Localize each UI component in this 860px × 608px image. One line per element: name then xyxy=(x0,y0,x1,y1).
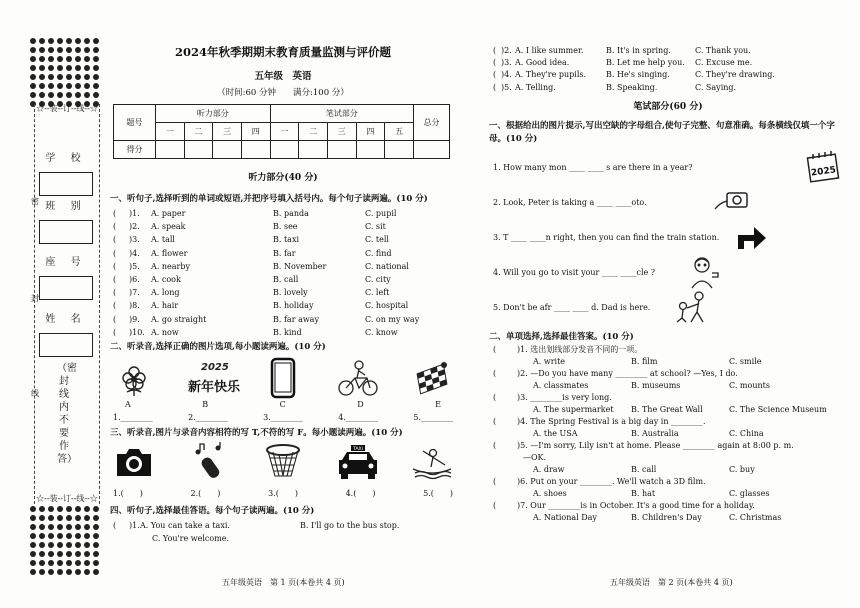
answer-paren[interactable]: ( xyxy=(113,209,117,219)
option-a: A. cook xyxy=(151,275,181,285)
basketball-hoop-icon xyxy=(262,442,304,482)
option-a: A. They're pupils. xyxy=(515,70,587,80)
seat-field[interactable] xyxy=(37,253,95,300)
option-letter: A xyxy=(125,399,131,409)
dot-pattern-top xyxy=(30,38,104,110)
left-page xyxy=(110,44,453,545)
choice-option: C. China xyxy=(729,429,764,439)
question-number: )4. xyxy=(129,248,140,258)
binding-line-label-top: ☆--装--订--线--☆ xyxy=(36,104,98,113)
s4-question-1 xyxy=(113,519,453,532)
fill-question-text: 1. How many mon ____ ____ s are there in a year? xyxy=(493,162,693,172)
option-c: C. know xyxy=(365,327,398,337)
option-c: C. left xyxy=(365,288,390,298)
written-section-2-title: 二、单项选择,选择最佳答案。(10 分) xyxy=(489,331,634,342)
score-table-header-listening: 听力部分 xyxy=(156,105,271,123)
option-c: C. pupil xyxy=(365,209,397,219)
written-section-1-title: 一、根据给出的图片提示,写出空缺的字母组合,使句子完整、句意准确。每条横线仅填一个字母。(10 分) xyxy=(489,120,835,144)
multiple-choice-question xyxy=(493,440,843,476)
option-b: B. November xyxy=(273,261,327,271)
section-1-list xyxy=(113,207,453,339)
option-letter: C xyxy=(279,399,286,409)
section-4-continued-list xyxy=(493,44,843,94)
score-col: 二 xyxy=(184,123,213,141)
answer-paren[interactable]: ( xyxy=(493,441,497,451)
answer-paren[interactable]: ( xyxy=(493,477,497,487)
name-field[interactable] xyxy=(37,310,95,357)
question-number: )8. xyxy=(129,301,140,311)
option-a: A. now xyxy=(151,327,179,337)
option-a: A. nearby xyxy=(151,261,190,271)
listening-response-question xyxy=(493,56,843,68)
score-table-header-total: 总分 xyxy=(414,105,450,141)
listening-question xyxy=(113,233,453,246)
answer-paren[interactable]: ( xyxy=(113,261,117,271)
option-a: A. You can take a taxi. xyxy=(140,520,230,530)
answer-paren[interactable]: ( xyxy=(493,369,497,379)
score-col: 五 xyxy=(385,123,414,141)
question-number: )6. xyxy=(129,275,140,285)
question-stem: )1. 选出划线部分发音不同的一项。 xyxy=(517,345,643,355)
choice-option: B. museums xyxy=(631,381,681,391)
score-cell[interactable] xyxy=(241,141,270,159)
written-section-2-list xyxy=(493,344,843,524)
listening-header: 听力部分(40 分) xyxy=(248,173,318,183)
answer-paren[interactable]: ( xyxy=(113,275,117,285)
answer-blank[interactable]: 4.________ xyxy=(338,412,378,422)
exam-title: 2024年秋季期期末教育质量监测与评价题 xyxy=(174,45,391,59)
score-table-header-written: 笔试部分 xyxy=(270,105,413,123)
choice-option: B. The Great Wall xyxy=(631,405,703,415)
option-c: C. find xyxy=(365,248,392,258)
question-stem: )6. Put on your ________. We'll watch a 3D film. xyxy=(517,477,706,487)
option-b: B. taxi xyxy=(273,235,300,245)
option-letter: D xyxy=(357,399,364,409)
school-input-box[interactable] xyxy=(39,172,93,196)
option-b: B. panda xyxy=(273,209,309,219)
choice-option: B. call xyxy=(631,465,657,475)
rowing-boat-icon xyxy=(411,442,453,482)
answer-paren[interactable]: ( xyxy=(113,248,117,258)
choice-option: A. write xyxy=(533,357,566,367)
right-page xyxy=(489,44,843,524)
score-cell[interactable] xyxy=(327,141,356,159)
multiple-choice-question xyxy=(493,416,843,440)
option-a: A. Good idea. xyxy=(515,58,570,68)
taxi-sign-text: TAXI xyxy=(352,446,363,452)
option-a: A. tall xyxy=(151,235,175,245)
section-2-letters xyxy=(113,400,453,409)
answer-paren[interactable]: ( xyxy=(113,301,117,311)
section-2-images xyxy=(113,356,453,400)
score-cell[interactable] xyxy=(385,141,414,159)
question-number: )2. xyxy=(501,45,512,55)
multiple-choice-question xyxy=(493,476,843,500)
section-3-answer-blanks[interactable] xyxy=(113,488,453,499)
binding-strip xyxy=(0,0,108,608)
singer-music-icon xyxy=(188,442,230,482)
choice-option: A. draw xyxy=(533,465,565,475)
listening-question xyxy=(113,207,453,220)
section-3-images xyxy=(113,440,453,484)
svg-text:2025: 2025 xyxy=(200,361,229,373)
uncle-icon xyxy=(685,255,725,289)
seat-input-box[interactable] xyxy=(39,276,93,300)
score-cell[interactable] xyxy=(299,141,328,159)
option-b: B. Let me help you. xyxy=(606,58,685,68)
listening-response-question xyxy=(493,69,843,81)
multiple-choice-question xyxy=(493,368,843,392)
tf-blank[interactable]: 3.( ) xyxy=(268,488,298,498)
question-stem-continued: —OK. xyxy=(523,453,547,463)
school-label: 学 校 xyxy=(45,153,87,164)
option-a: A. speak xyxy=(151,222,186,232)
answer-paren[interactable]: ( xyxy=(113,327,117,337)
option-a: A. long xyxy=(151,288,180,298)
option-a: A. flower xyxy=(151,248,188,258)
question-number: )1. xyxy=(129,520,140,530)
written-section-1-list xyxy=(493,150,843,325)
answer-paren[interactable]: ( xyxy=(113,222,117,232)
choice-option: A. shoes xyxy=(533,489,567,499)
listening-question xyxy=(113,220,453,233)
question-number: )10. xyxy=(129,327,145,337)
option-c: C. Thank you. xyxy=(695,45,751,55)
score-col: 三 xyxy=(327,123,356,141)
choice-option: A. National Day xyxy=(533,513,597,523)
option-letter: E xyxy=(435,399,441,409)
seat-label: 座 号 xyxy=(45,257,87,268)
answer-paren[interactable]: ( xyxy=(113,314,117,324)
option-b: B. see xyxy=(273,222,298,232)
score-cell[interactable] xyxy=(156,141,185,159)
question-number: )5. xyxy=(129,261,140,271)
grade-subject: 五年级 英语 xyxy=(254,71,312,82)
score-col: 一 xyxy=(270,123,299,141)
class-input-box[interactable] xyxy=(39,220,93,244)
option-a: A. Telling. xyxy=(515,82,556,92)
option-a: A. paper xyxy=(151,209,186,219)
choice-option: A. The supermarket xyxy=(533,405,614,415)
option-b: B. He's singing. xyxy=(606,70,670,80)
choice-option: C. buy xyxy=(729,465,755,475)
choice-option: C. smile xyxy=(729,357,762,367)
choice-option: C. glasses xyxy=(729,489,770,499)
listening-question xyxy=(113,326,453,339)
name-label: 姓 名 xyxy=(45,314,87,325)
question-number: )2. xyxy=(129,222,140,232)
option-b: B. far away xyxy=(273,314,319,324)
fill-question-text: 4. Will you go to visit your ____ ____cle ? xyxy=(493,267,656,277)
school-field[interactable] xyxy=(37,149,95,196)
answer-paren[interactable]: ( xyxy=(493,417,497,427)
choice-option: B. Children's Day xyxy=(631,513,702,523)
option-c: C. Excuse me. xyxy=(695,58,753,68)
score-col: 四 xyxy=(241,123,270,141)
choice-option: A. the USA xyxy=(533,429,578,439)
score-col: 二 xyxy=(299,123,328,141)
seal-word-3: 线 xyxy=(31,389,39,398)
choice-option: B. Australia xyxy=(631,429,679,439)
option-c: C. sit xyxy=(365,222,386,232)
dot-pattern-bottom xyxy=(30,506,104,578)
flower-icon xyxy=(113,358,155,398)
section-2-title: 二、听录音,选择正确的图片选项,每小题读两遍。(10 分) xyxy=(110,341,326,352)
option-c: C. Saying. xyxy=(695,82,737,92)
answer-paren[interactable]: ( xyxy=(493,345,497,355)
fill-question-2 xyxy=(493,185,843,220)
option-b: B. I'll go to the bus stop. xyxy=(300,520,400,530)
option-c: C. They're drawing. xyxy=(695,70,775,80)
option-b: B. It's in spring. xyxy=(606,45,671,55)
right-arrow-icon xyxy=(731,220,771,254)
option-c: C. on my way xyxy=(365,314,420,324)
question-number: )4. xyxy=(501,70,512,80)
choice-option: B. hat xyxy=(631,489,656,499)
chess-board-icon xyxy=(411,358,453,398)
svg-text:新年快乐: 新年快乐 xyxy=(187,379,240,395)
taxi-icon xyxy=(337,442,379,482)
answer-paren[interactable]: ( xyxy=(113,288,117,298)
listening-question xyxy=(113,260,453,273)
listening-question xyxy=(113,299,453,312)
new-year-calligraphy-icon xyxy=(187,358,240,398)
score-col: 三 xyxy=(213,123,242,141)
option-b: B. holiday xyxy=(273,301,314,311)
tf-blank[interactable]: 4.( ) xyxy=(345,488,376,498)
fill-question-1 xyxy=(493,150,843,185)
page-1-footer: 五年级英语 第 1 页(本卷共 4 页) xyxy=(222,578,345,587)
time-score-info: （时间:60 分钟 满分:100 分） xyxy=(217,88,349,98)
smartphone-icon xyxy=(262,358,304,398)
class-field[interactable] xyxy=(37,197,95,244)
option-a: A. go straight xyxy=(151,314,207,324)
choice-option: B. film xyxy=(631,357,658,367)
answer-blank[interactable]: 5.________ xyxy=(413,412,453,422)
question-stem: )7. Our ________is in October. It's a good time for a holiday. xyxy=(517,501,755,511)
score-cell[interactable] xyxy=(356,141,385,159)
written-header: 笔试部分(60 分) xyxy=(633,101,703,112)
class-label: 班 别 xyxy=(45,201,87,212)
listening-response-question xyxy=(493,81,843,93)
answer-blank[interactable]: 2.________ xyxy=(188,412,228,422)
option-b: B. Speaking. xyxy=(606,82,658,92)
fill-question-text: 5. Don't be afr ____ ____ d. Dad is here. xyxy=(493,302,651,312)
answer-paren[interactable]: ( xyxy=(493,82,497,92)
listening-question xyxy=(113,313,453,326)
answer-blank[interactable]: 1.________ xyxy=(113,412,153,422)
multiple-choice-question xyxy=(493,500,843,524)
father-child-icon xyxy=(673,290,713,324)
option-c: C. tell xyxy=(365,235,389,245)
binding-dashed-line-left xyxy=(34,104,35,504)
score-cell[interactable] xyxy=(213,141,242,159)
score-cell[interactable] xyxy=(184,141,213,159)
question-number: )3. xyxy=(129,235,140,245)
score-col: 四 xyxy=(356,123,385,141)
question-stem: )5. —I'm sorry, Lily isn't at home. Please ________ again at 8:00 p. m. xyxy=(517,441,794,451)
fill-question-3 xyxy=(493,220,843,255)
answer-paren[interactable]: ( xyxy=(113,235,117,245)
answer-paren[interactable]: ( xyxy=(493,393,497,403)
tf-blank[interactable]: 1.( ) xyxy=(113,488,143,498)
option-c: C. You're welcome. xyxy=(152,534,230,544)
answer-paren[interactable]: ( xyxy=(493,70,497,80)
camera-icon xyxy=(113,442,155,482)
option-letter: B xyxy=(202,399,209,409)
page-2-footer: 五年级英语 第 2 页(本卷共 4 页) xyxy=(610,578,733,587)
score-row-label: 得分 xyxy=(114,141,156,159)
question-number: )9. xyxy=(129,314,140,324)
score-cell[interactable] xyxy=(414,141,450,159)
calendar-year: 2025 xyxy=(810,165,837,179)
score-col: 一 xyxy=(156,123,185,141)
option-c: C. national xyxy=(365,261,409,271)
s4-question-1-c xyxy=(113,532,453,545)
binding-line-label-bottom: ☆--装--订--线--☆ xyxy=(36,494,98,503)
calendar-icon xyxy=(803,150,843,184)
score-table-header-number: 题号 xyxy=(114,105,156,141)
score-table xyxy=(113,104,450,159)
question-number: )5. xyxy=(501,82,512,92)
listening-question xyxy=(113,273,453,286)
section-1-title: 一、听句子,选择听到的单词或短语,并把序号填入括号内。每个句子读两遍。(10 分) xyxy=(110,194,428,204)
answer-paren[interactable]: ( xyxy=(493,501,497,511)
section-3-title: 三、听录音,图片与录音内容相符的写 T,不符的写 F。每小题读两遍。(10 分) xyxy=(110,427,403,438)
option-a: A. I like summer. xyxy=(515,45,584,55)
fill-question-text: 3. T ____ ____n right, then you can find the train station. xyxy=(493,232,720,242)
seal-word-1: 密 xyxy=(31,197,39,206)
answer-paren[interactable]: ( xyxy=(493,58,497,68)
question-stem: )4. The Spring Festival is a big day in ________. xyxy=(517,417,706,427)
multiple-choice-question xyxy=(493,344,843,368)
no-answer-notice: （密封线内不要作答） xyxy=(57,363,77,465)
fill-question-4 xyxy=(493,255,843,290)
tf-blank[interactable]: 5.( ) xyxy=(423,488,453,498)
section-2-answer-blanks[interactable] xyxy=(113,413,453,422)
section-4-title: 四、听句子,选择最佳答语。每个句子读两遍。(10 分) xyxy=(110,505,315,516)
choice-option: A. classmates xyxy=(533,381,589,391)
name-input-box[interactable] xyxy=(39,333,93,357)
multiple-choice-question xyxy=(493,392,843,416)
listening-response-question xyxy=(493,44,843,56)
choice-option: C. Christmas xyxy=(729,513,782,523)
option-b: B. far xyxy=(273,248,296,258)
fill-question-5 xyxy=(493,290,843,325)
answer-paren[interactable]: ( xyxy=(493,45,497,55)
answer-paren[interactable]: ( xyxy=(113,520,117,530)
question-stem: )2. —Do you have many ________ at school? —Yes, I do. xyxy=(517,369,738,379)
listening-question xyxy=(113,286,453,299)
question-number: )1. xyxy=(129,209,140,219)
option-b: B. lovely xyxy=(273,288,308,298)
option-b: B. call xyxy=(273,275,299,285)
listening-question xyxy=(113,247,453,260)
question-number: )7. xyxy=(129,288,140,298)
score-cell[interactable] xyxy=(270,141,299,159)
cyclist-icon xyxy=(337,358,379,398)
question-number: )3. xyxy=(501,58,512,68)
camera-photo-icon xyxy=(713,185,753,219)
option-c: C. hospital xyxy=(365,301,409,311)
binding-dashed-line-right xyxy=(99,104,100,504)
answer-blank[interactable]: 3.________ xyxy=(263,412,303,422)
choice-option: C. mounts xyxy=(729,381,770,391)
option-c: C. city xyxy=(365,275,391,285)
option-b: B. kind xyxy=(273,327,302,337)
option-a: A. hair xyxy=(151,301,179,311)
fill-question-text: 2. Look, Peter is taking a ____ ____oto. xyxy=(493,197,647,207)
question-stem: )3. ________is very long. xyxy=(517,393,612,403)
tf-blank[interactable]: 2.( ) xyxy=(190,488,221,498)
choice-option: C. The Science Museum xyxy=(729,405,827,415)
seal-word-2: 封 xyxy=(31,294,39,303)
